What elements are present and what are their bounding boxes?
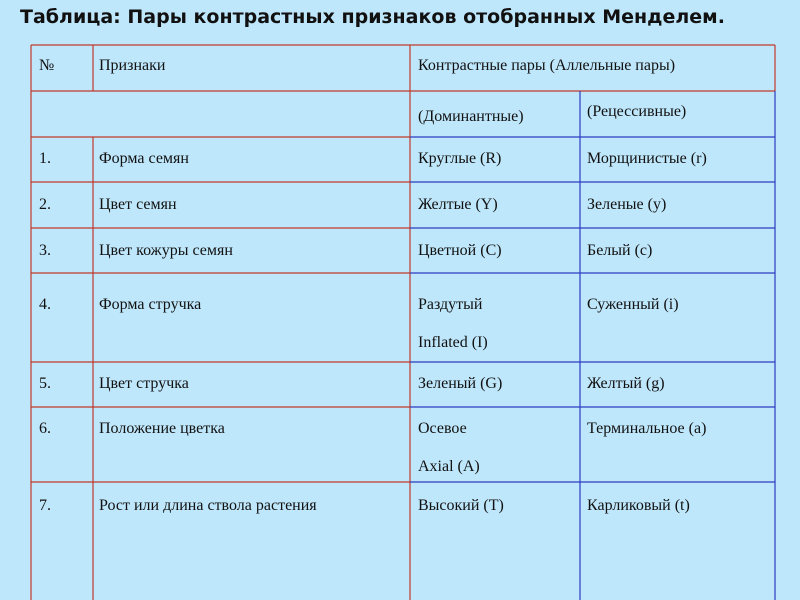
row-1-recessive: Морщинистые (r)	[587, 150, 707, 167]
row-4-number: 4.	[39, 296, 51, 313]
row-3-number: 3.	[39, 242, 51, 259]
row-2-recessive: Зеленые (y)	[587, 196, 667, 213]
header-dominant: (Доминантные)	[418, 108, 524, 125]
row-7-number: 7.	[39, 497, 51, 514]
row-1-number: 1.	[39, 150, 51, 167]
row-1-trait: Форма семян	[99, 150, 189, 167]
row-4-dominant-latin: Inflated (I)	[418, 334, 488, 351]
header-pairs: Контрастные пары (Аллельные пары)	[418, 57, 676, 74]
row-7-recessive: Карликовый (t)	[587, 497, 690, 514]
row-5-trait: Цвет стручка	[99, 375, 189, 392]
row-5-number: 5.	[39, 375, 51, 392]
row-6-dominant: Осевое	[418, 420, 467, 437]
row-5-recessive: Желтый (g)	[587, 375, 665, 392]
header-trait: Признаки	[99, 57, 166, 74]
row-3-dominant: Цветной (C)	[418, 242, 502, 259]
header-number: №	[39, 57, 55, 74]
row-7-dominant: Высокий (T)	[418, 497, 504, 514]
row-6-trait: Положение цветка	[99, 420, 225, 437]
row-2-number: 2.	[39, 196, 51, 213]
row-1-dominant: Круглые (R)	[418, 150, 502, 167]
row-6-dominant-latin: Axial (A)	[418, 458, 480, 475]
row-5-dominant: Зеленый (G)	[418, 375, 503, 392]
row-2-trait: Цвет семян	[99, 196, 177, 213]
row-2-dominant: Желтые (Y)	[418, 196, 498, 213]
row-3-trait: Цвет кожуры семян	[99, 242, 233, 259]
header-recessive: (Рецессивные)	[587, 103, 687, 120]
row-4-trait: Форма стручка	[99, 296, 202, 313]
page-title: Таблица: Пары контрастных признаков отобранных Менделем.	[20, 6, 725, 28]
row-6-recessive: Терминальное (a)	[587, 420, 707, 437]
row-6-number: 6.	[39, 420, 51, 437]
row-4-dominant: Раздутый	[418, 296, 483, 313]
row-4-recessive: Суженный (i)	[587, 296, 679, 313]
row-3-recessive: Белый (c)	[587, 242, 653, 259]
row-7-trait: Рост или длина ствола растения	[99, 497, 317, 514]
